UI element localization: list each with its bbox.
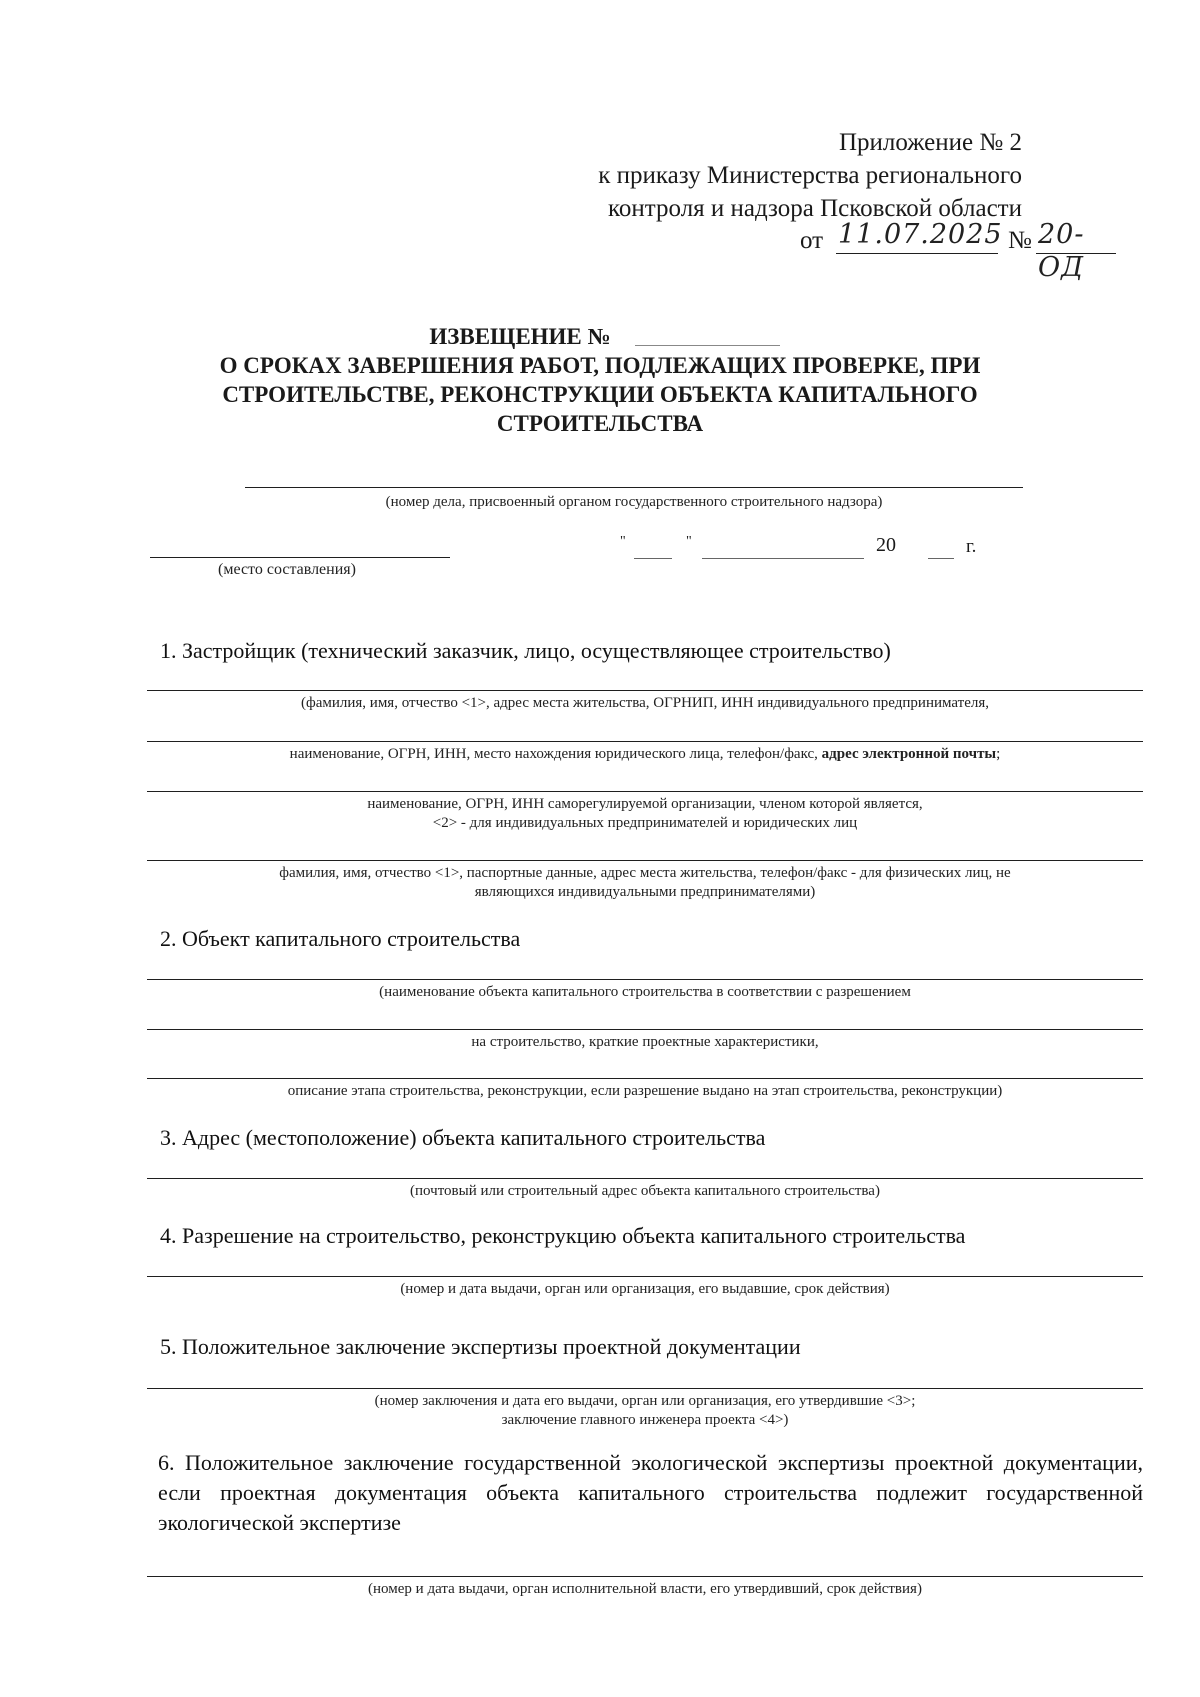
section-2-title: 2. Объект капитального строительства xyxy=(160,926,521,951)
section-2-line-2[interactable] xyxy=(147,1029,1143,1030)
notice-title-line4: СТРОИТЕЛЬСТВА xyxy=(496,411,704,436)
section-1-title: 1. Застройщик (технический заказчик, лицо, осуществляющее строительство) xyxy=(160,638,891,663)
notice-number-blank xyxy=(635,345,780,346)
section-3-line[interactable] xyxy=(147,1178,1143,1179)
section-3-title: 3. Адрес (местоположение) объекта капитального строительства xyxy=(160,1125,766,1150)
appendix-number: Приложение № 2 xyxy=(838,129,1022,156)
order-date: 11.07.2025 xyxy=(838,219,1003,250)
section-1-caption-1: (фамилия, имя, отчество <1>, адрес места жительства, ОГРНИП, ИНН индивидуального предпринимателя, xyxy=(300,695,989,711)
notice-title-line2: О СРОКАХ ЗАВЕРШЕНИЯ РАБОТ, ПОДЛЕЖАЩИХ ПРОВЕРКЕ, ПРИ xyxy=(219,353,981,378)
section-1-caption-2b: адрес электронной почты xyxy=(821,746,997,762)
section-1-line-2[interactable] xyxy=(147,741,1143,742)
section-1-caption-3-l2: <2> - для индивидуальных предпринимателей и юридических лиц xyxy=(432,815,858,831)
from-label: от xyxy=(800,227,824,254)
order-number-underline xyxy=(1036,253,1116,254)
section-2-caption-3: описание этапа строительства, реконструкции, если разрешение выдано на этап строительства, реконструкции) xyxy=(287,1083,1003,1099)
section-5-caption xyxy=(147,1392,1143,1430)
number-label: № xyxy=(1008,227,1032,254)
day-quote-open: " xyxy=(620,534,626,549)
appendix-order-line: к приказу Министерства регионального xyxy=(598,162,1022,189)
case-number-line[interactable] xyxy=(245,487,1023,488)
section-1-line-4[interactable] xyxy=(147,860,1143,861)
section-4-line[interactable] xyxy=(147,1276,1143,1277)
section-5-title: 5. Положительное заключение экспертизы проектной документации xyxy=(160,1334,801,1359)
section-1-caption-3 xyxy=(147,795,1143,833)
section-2-caption-1: (наименование объекта капитального строительства в соответствии с разрешением xyxy=(379,984,911,1000)
section-4-caption: (номер и дата выдачи, орган или организация, его выдавшие, срок действия) xyxy=(400,1281,890,1297)
notice-title-line1 xyxy=(0,322,1200,351)
year-suffix: г. xyxy=(966,536,977,557)
place-line[interactable] xyxy=(150,557,450,558)
year-blank[interactable] xyxy=(928,558,954,559)
section-1-caption-4-l2: являющихся индивидуальными предпринимателями) xyxy=(474,884,816,900)
day-quote-close: " xyxy=(686,534,692,549)
appendix-block xyxy=(598,126,1022,225)
notice-heading: ИЗВЕЩЕНИЕ № xyxy=(429,324,611,349)
section-1-caption-4-l1: фамилия, имя, отчество <1>, паспортные данные, адрес места жительства, телефон/факс - для физических лиц, не xyxy=(279,865,1011,881)
section-4-title: 4. Разрешение на строительство, реконструкцию объекта капитального строительства xyxy=(160,1223,966,1248)
appendix-ministry-line: контроля и надзора Псковской области xyxy=(608,195,1022,222)
notice-title xyxy=(0,322,1200,438)
year-prefix: 20 xyxy=(876,534,896,556)
section-1-caption-2a: наименование, ОГРН, ИНН, место нахождения юридического лица, телефон/факс, xyxy=(289,746,822,762)
day-blank[interactable] xyxy=(634,558,672,559)
order-date-underline xyxy=(836,253,998,254)
order-number: 20-ОД xyxy=(1038,219,1085,283)
section-1-caption-2c: ; xyxy=(996,746,1001,762)
section-2-line-3[interactable] xyxy=(147,1078,1143,1079)
section-6-line[interactable] xyxy=(147,1576,1143,1577)
place-caption: (место составления) xyxy=(218,561,356,578)
section-1-line-3[interactable] xyxy=(147,791,1143,792)
section-2-caption-2: на строительство, краткие проектные характеристики, xyxy=(471,1034,819,1050)
section-1-caption-3-l1: наименование, ОГРН, ИНН саморегулируемой организации, членом которой является, xyxy=(367,796,923,812)
section-2-line-1[interactable] xyxy=(147,979,1143,980)
date-fields xyxy=(620,534,1000,564)
notice-title-line3: СТРОИТЕЛЬСТВЕ, РЕКОНСТРУКЦИИ ОБЪЕКТА КАПИТАЛЬНОГО xyxy=(222,382,978,407)
section-1-caption-2 xyxy=(147,745,1143,764)
section-1-line-1[interactable] xyxy=(147,690,1143,691)
section-6-title: 6. Положительное заключение государственной экологической экспертизы проектной документации, если проектная документация объекта капитального строительства подлежит государственной экологической экспертизе xyxy=(158,1450,1143,1535)
section-1-caption-4 xyxy=(147,864,1143,902)
month-blank[interactable] xyxy=(702,558,864,559)
appendix-date-row xyxy=(800,219,1130,283)
section-6-caption: (номер и дата выдачи, орган исполнительной власти, его утвердивший, срок действия) xyxy=(368,1581,922,1597)
section-3-caption: (почтовый или строительный адрес объекта капитального строительства) xyxy=(410,1183,880,1199)
case-number-caption: (номер дела, присвоенный органом государственного строительного надзора) xyxy=(385,494,883,510)
section-5-caption-l2: заключение главного инженера проекта <4>) xyxy=(501,1412,789,1428)
section-5-line[interactable] xyxy=(147,1388,1143,1389)
section-5-caption-l1: (номер заключения и дата его выдачи, орган или организация, его утвердившие <3>; xyxy=(374,1393,916,1409)
